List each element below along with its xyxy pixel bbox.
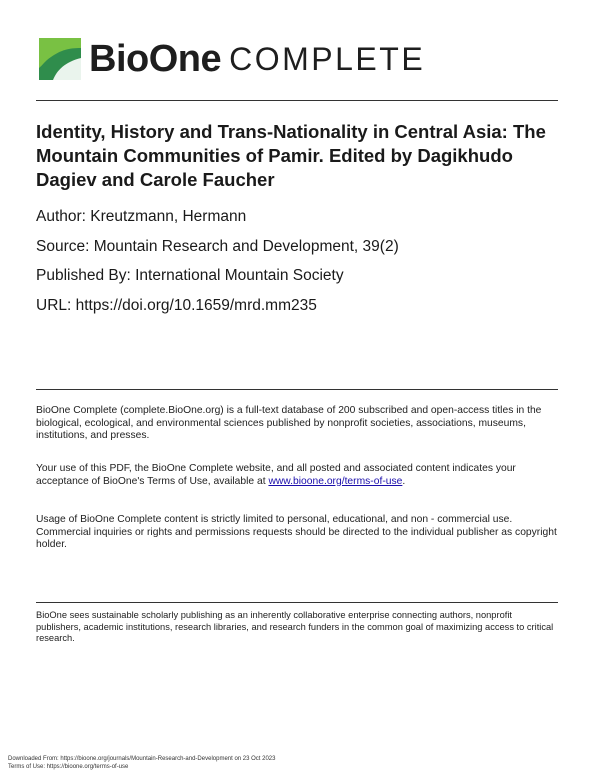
top-divider bbox=[36, 100, 558, 101]
article-publisher: Published By: International Mountain Society bbox=[36, 267, 344, 284]
lower-divider bbox=[36, 602, 558, 603]
bioone-leaf-icon bbox=[39, 38, 81, 80]
terms-notice-text: Your use of this PDF, the BioOne Complete website, and all posted and associated content indicates your acceptance of BioOne's Terms of Use, available at bbox=[36, 463, 516, 487]
bioone-complete-logo bbox=[39, 38, 425, 80]
terms-notice bbox=[36, 463, 558, 488]
article-url[interactable]: URL: https://doi.org/10.1659/mrd.mm235 bbox=[36, 297, 317, 314]
article-source: Source: Mountain Research and Development, 39(2) bbox=[36, 238, 399, 255]
usage-notice: Usage of BioOne Complete content is strictly limited to personal, educational, and non - commercial use. Commercial inquiries or rights and permissions requests should be directed to the individual publisher as copyright holder. bbox=[36, 514, 557, 550]
article-author: Author: Kreutzmann, Hermann bbox=[36, 208, 247, 225]
terms-footer: Terms of Use: https://bioone.org/terms-of-use bbox=[8, 764, 129, 770]
mission-statement: BioOne sees sustainable scholarly publishing as an inherently collaborative enterprise connecting authors, nonprofit publishers, academic institutions, research libraries, and research funders in the common goal of maximizing access to critical research. bbox=[36, 610, 554, 643]
middle-divider bbox=[36, 389, 558, 390]
logo-product-text: COMPLETE bbox=[229, 41, 426, 77]
article-title: Identity, History and Trans-Nationality in Central Asia: The Mountain Communities of Pamir. Edited by Dagikhudo Dagiev and Carole Faucher bbox=[36, 121, 546, 190]
terms-of-use-link[interactable]: www.bioone.org/terms-of-use bbox=[268, 475, 403, 487]
terms-notice-end: . bbox=[402, 475, 406, 487]
download-footer: Downloaded From: https://bioone.org/journals/Mountain-Research-and-Development on 23 Oct 2023 bbox=[8, 756, 276, 762]
bioone-description: BioOne Complete (complete.BioOne.org) is a full-text database of 200 subscribed and open-access titles in the biological, ecological, and environmental sciences published by nonprofit societies, associations, museums, institutions, and presses. bbox=[36, 405, 542, 441]
logo-brand-text: BioOne bbox=[89, 38, 222, 80]
